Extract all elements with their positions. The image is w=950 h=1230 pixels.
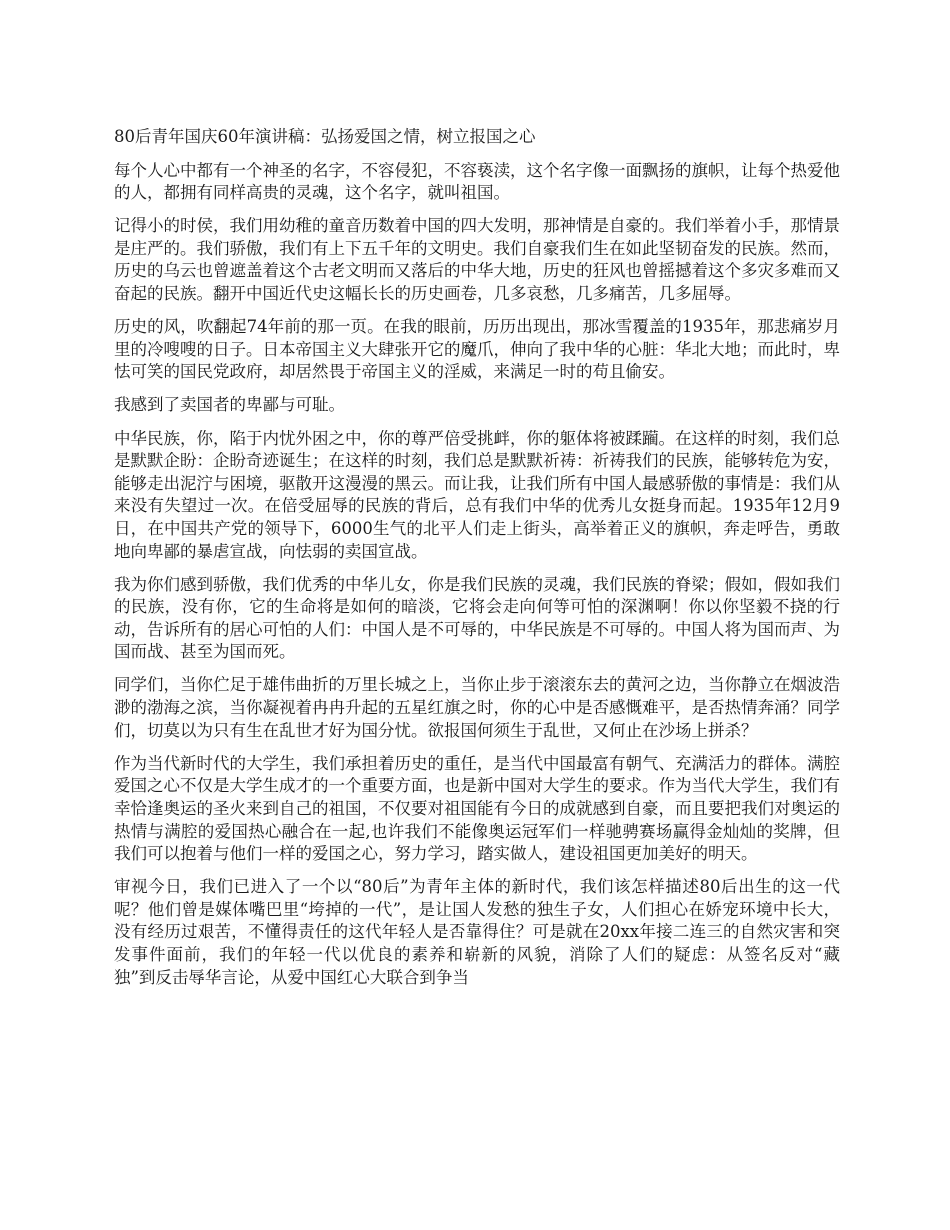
paragraph-7: 同学们，当你伫足于雄伟曲折的万里长城之上，当你止步于滚滚东去的黄河之边，当你静立在烟波浩渺的渤海之滨，当你凝视着冉冉升起的五星红旗之时，你的心中是否感慨难平，是否热情奔涌？同学们，切莫以为只有生在乱世才好为国分忧。欲报国何须生于乱世，又何止在沙场上拼杀？: [114, 675, 840, 740]
paragraph-6: 我为你们感到骄傲，我们优秀的中华儿女，你是我们民族的灵魂，我们民族的脊梁；假如，假如我们的民族，没有你，它的生命将是如何的暗淡，它将会走向何等可怕的深渊啊！你以你坚毅不挠的行动，告诉所有的居心可怕的人们：中国人是不可辱的，中华民族是不可辱的。中国人将为国而声、为国而战、甚至为国而死。: [114, 574, 840, 662]
paragraph-9: 审视今日，我们已进入了一个以“80后”为青年主体的新时代，我们该怎样描述80后出生的这一代呢？他们曾是媒体嘴巴里“垮掉的一代”，是让国人发愁的独生子女，人们担心在娇宠环境中长大，没有经历过艰苦，不懂得责任的这代年轻人是否靠得住？可是就在20xx年接二连三的自然灾害和突发事件面前，我们的年轻一代以优良的素养和崭新的风貌，消除了人们的疑虑：从签名反对“藏独”到反击辱华言论，从爱中国红心大联合到争当: [114, 877, 840, 987]
paragraph-4: 我感到了卖国者的卑鄙与可耻。: [114, 395, 345, 415]
paragraph-1: 每个人心中都有一个神圣的名字，不容侵犯，不容亵渎，这个名字像一面飘扬的旗帜，让每个热爱他的人，都拥有同样高贵的灵魂，这个名字，就叫祖国。: [114, 160, 840, 203]
paragraph-5: 中华民族，你，陷于内忧外困之中，你的尊严倍受挑衅，你的躯体将被蹂躏。在这样的时刻，我们总是默默企盼：企盼奇迹诞生；在这样的时刻，我们总是默默祈祷：祈祷我们的民族，能够转危为安，能够走出泥泞与困境，驱散开这漫漫的黑云。而让我，让我们所有中国人最感骄傲的事情是：我们从来没有失望过一次。在倍受屈辱的民族的背后，总有我们中华的优秀儿女挺身而起。1935年12月9日，在中国共产党的领导下，6000生气的北平人们走上街头，高举着正义的旗帜，奔走呼告，勇敢地向卑鄙的暴虐宣战，向怯弱的卖国宣战。: [114, 428, 840, 561]
document-title: 80后青年国庆60年演讲稿：弘扬爱国之情，树立报国之心: [114, 127, 536, 146]
document-page: [114, 126, 840, 1000]
paragraph-3: 历史的风，吹翻起74年前的那一页。在我的眼前，历历出现出，那冰雪覆盖的1935年，那悲痛岁月里的冷嗖嗖的日子。日本帝国主义大肆张开它的魔爪，伸向了我中华的心脏：华北大地；而此时，卑怯可笑的国民党政府，却居然畏于帝国主义的淫威，来满足一时的苟且偷安。: [114, 317, 840, 382]
paragraph-2: 记得小的时侯，我们用幼稚的童音历数着中国的四大发明，那神情是自豪的。我们举着小手，那情景是庄严的。我们骄傲，我们有上下五千年的文明史。我们自豪我们生在如此坚韧奋发的民族。然而，历史的乌云也曾遮盖着这个古老文明而又落后的中华大地，历史的狂风也曾摇撼着这个多灾多难而又奋起的民族。翻开中国近代史这幅长长的历史画卷，几多哀愁，几多痛苦，几多屈辱。: [114, 216, 840, 304]
paragraph-8: 作为当代新时代的大学生，我们承担着历史的重任，是当代中国最富有朝气、充满活力的群体。满腔爱国之心不仅是大学生成才的一个重要方面，也是新中国对大学生的要求。作为当代大学生，我们有幸恰逢奥运的圣火来到自己的祖国，不仅要对祖国能有今日的成就感到自豪，而且要把我们对奥运的热情与满腔的爱国热心融合在一起,也许我们不能像奥运冠军们一样驰骋赛场赢得金灿灿的奖牌，但我们可以抱着与他们一样的爱国之心，努力学习，踏实做人，建设祖国更加美好的明天。: [114, 753, 840, 864]
